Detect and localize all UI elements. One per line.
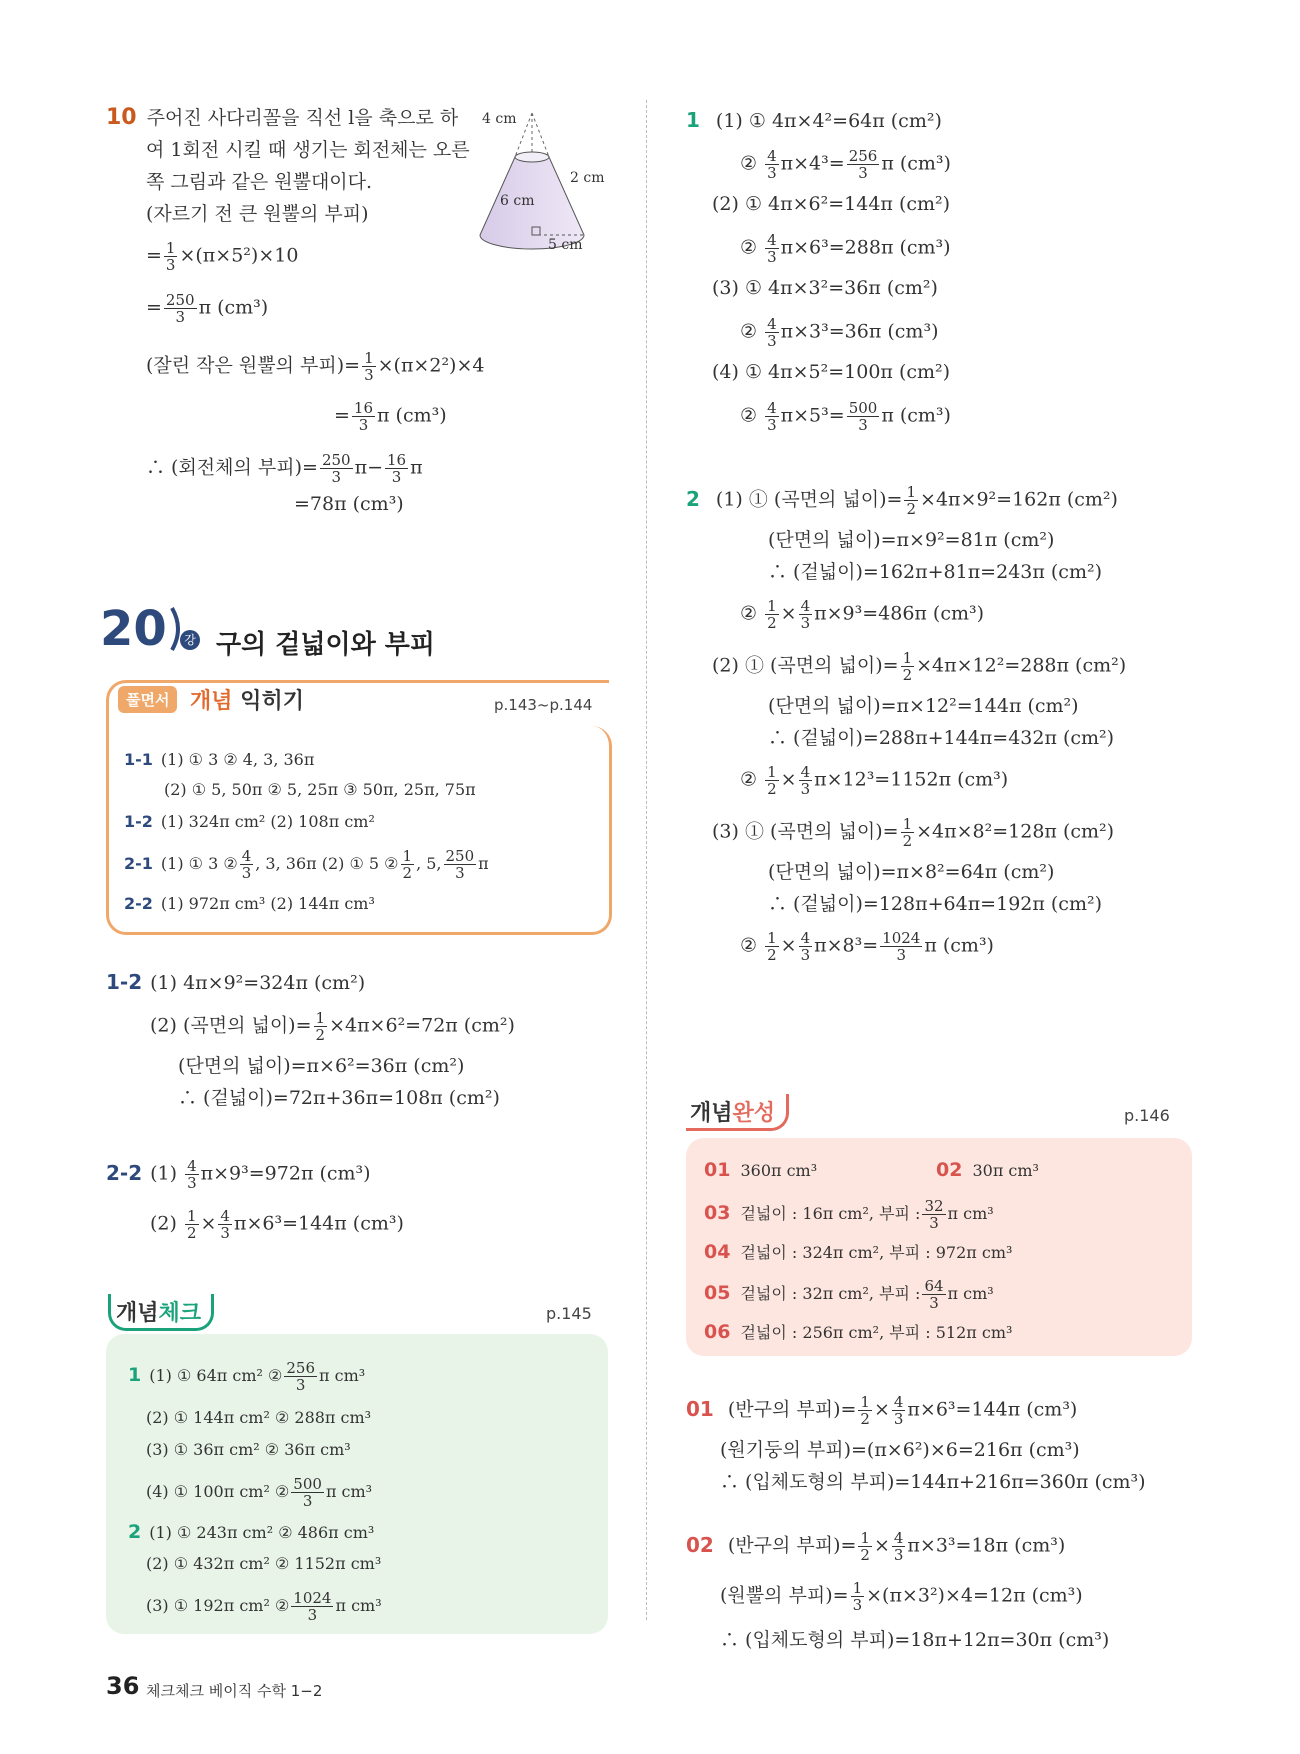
s12-line2: (2) (곡면의 넓이)= $\frac{1}{2}$ ×4π×6²=72π (cm²) (150, 1009, 515, 1044)
r1-c1: (3) ① 4π×3²=36π (cm²) (712, 277, 938, 299)
box1-row4: 2-2 (1) 972π cm³ (2) 144π cm³ (124, 894, 375, 913)
r2-a1: 2 (1) ① (곡면의 넓이)= $\frac{1}{2}$ ×4π×9²=162π (cm²) (686, 483, 1118, 518)
r1-a1: 1 (1) ① 4π×4²=64π (cm²) (686, 108, 942, 132)
r2-b4: ② $\frac{1}{2}$ × $\frac{4}{3}$ π×12³=1152π (cm³) (740, 763, 1009, 798)
fig-label-top: 4 cm (482, 111, 517, 127)
check-row3: (3) ① 36π cm² ② 36π cm³ (146, 1440, 351, 1459)
p10-line2: 여 1회전 시킬 때 생기는 회전체는 오른 (146, 139, 470, 161)
check-title: 개념체크 (116, 1301, 202, 1326)
check-row4: (4) ① 100π cm² ② $\frac{500}{3}$ π cm³ (146, 1475, 373, 1510)
box1-row2: 1-2 (1) 324π cm² (2) 108π cm² (124, 812, 375, 831)
box1-row1b: (2) ① 5, 50π ② 5, 25π ③ 50π, 25π, 75π (164, 780, 476, 799)
s22-line1: 2-2 (1) $\frac{4}{3}$ π×9³=972π (cm³) (106, 1157, 371, 1192)
section-number: 20 (100, 601, 167, 657)
fig-label-bottom: 5 cm (548, 237, 583, 253)
fig-label-left: 6 cm (500, 193, 535, 209)
p10-formula5: ∴ (회전체의 부피)= $\frac{250}{3}$ π− $\frac{16}{3}$ π (146, 451, 423, 486)
complete-item3: 03 겉넓이 : 16π cm², 부피 : $\frac{32}{3}$ π cm³ (704, 1197, 994, 1232)
book-title: 체크체크 베이직 수학 1−2 (146, 1682, 323, 1700)
p10-line3: 쪽 그림과 같은 원뿔대이다. (146, 171, 373, 193)
subheader-title: 개념 익히기 (190, 689, 304, 714)
complete-item5: 05 겉넓이 : 32π cm², 부피 : $\frac{64}{3}$ π cm³ (704, 1277, 994, 1312)
sol02-line3: ∴ (입체도형의 부피)=18π+12π=30π (cm³) (720, 1629, 1110, 1651)
p10-formula3: (잘린 작은 원뿔의 부피)= $\frac{1}{3}$ ×(π×2²)×4 (146, 349, 485, 384)
r2-b3: ∴ (겉넓이)=288π+144π=432π (cm²) (768, 727, 1115, 749)
p10-line1: 10 주어진 사다리꼴을 직선 l을 축으로 하 (106, 105, 459, 130)
complete-title: 개념완성 (690, 1101, 776, 1126)
sol02-line2: (원뿔의 부피)= $\frac{1}{3}$ ×(π×3²)×4=12π (cm³) (720, 1579, 1083, 1614)
column-divider (646, 100, 647, 1620)
r2-a3: ∴ (겉넓이)=162π+81π=243π (cm²) (768, 561, 1102, 583)
check-row1: 1 (1) ① 64π cm² ② $\frac{256}{3}$ π cm³ (128, 1359, 366, 1394)
r2-a2: (단면의 넓이)=π×9²=81π (cm²) (768, 529, 1055, 551)
p10-formula4: = $\frac{16}{3}$ π (cm³) (334, 399, 447, 434)
check-row5: 2 (1) ① 243π cm² ② 486π cm³ (128, 1521, 375, 1543)
complete-page-ref: p.146 (1124, 1106, 1170, 1125)
r2-c2: (단면의 넓이)=π×8²=64π (cm²) (768, 861, 1055, 883)
r1-b2: ② $\frac{4}{3}$ π×6³=288π (cm³) (740, 231, 951, 266)
r2-b2: (단면의 넓이)=π×12²=144π (cm²) (768, 695, 1079, 717)
s22-line2: (2) $\frac{1}{2}$ × $\frac{4}{3}$ π×6³=144π (cm³) (150, 1207, 404, 1242)
r1-d1: (4) ① 4π×5²=100π (cm²) (712, 361, 951, 383)
r2-b1: (2) ① (곡면의 넓이)= $\frac{1}{2}$ ×4π×12²=288π (cm²) (712, 649, 1127, 684)
fig-label-right: 2 cm (570, 170, 605, 186)
sol01-line3: ∴ (입체도형의 부피)=144π+216π=360π (cm³) (720, 1471, 1146, 1493)
r2-c4: ② $\frac{1}{2}$ × $\frac{4}{3}$ π×8³= $\frac{1024}{3}$ π (cm³) (740, 929, 994, 964)
s12-line1: 1-2 (1) 4π×9²=324π (cm²) (106, 970, 366, 994)
r1-c2: ② $\frac{4}{3}$ π×3³=36π (cm³) (740, 315, 939, 350)
box1-row1: 1-1 (1) ① 3 ② 4, 3, 36π (124, 750, 315, 769)
sol01-line2: (원기둥의 부피)=(π×6²)×6=216π (cm³) (720, 1439, 1080, 1461)
r2-c1: (3) ① (곡면의 넓이)= $\frac{1}{2}$ ×4π×8²=128π (cm²) (712, 815, 1115, 850)
check-page-ref: p.145 (546, 1304, 592, 1323)
page-number: 36 (106, 1672, 140, 1700)
complete-item4: 04 겉넓이 : 324π cm², 부피 : 972π cm³ (704, 1241, 1013, 1263)
r2-c3: ∴ (겉넓이)=128π+64π=192π (cm²) (768, 893, 1102, 915)
s12-line4: ∴ (겉넓이)=72π+36π=108π (cm²) (178, 1087, 500, 1109)
r1-d2: ② $\frac{4}{3}$ π×5³= $\frac{500}{3}$ π (cm³) (740, 399, 951, 434)
section-title: 구의 겉넓이와 부피 (216, 630, 436, 660)
complete-item6: 06 겉넓이 : 256π cm², 부피 : 512π cm³ (704, 1321, 1013, 1343)
r2-a4: ② $\frac{1}{2}$ × $\frac{4}{3}$ π×9³=486π (cm³) (740, 597, 985, 632)
p10-formula2: = $\frac{250}{3}$ π (cm³) (146, 291, 269, 326)
p10-formula6: =78π (cm³) (294, 493, 404, 515)
box1-row3: 2-1 (1) ① 3 ② $\frac{4}{3}$ , 3, 36π (2) ① 5 ② $\frac{1}{2}$ , 5, $\frac{250}{3}$ π (124, 847, 489, 882)
complete-item2: 02 30π cm³ (936, 1159, 1039, 1181)
section-badge: 강 (180, 630, 200, 650)
s12-line3: (단면의 넓이)=π×6²=36π (cm²) (178, 1055, 465, 1077)
r1-b1: (2) ① 4π×6²=144π (cm²) (712, 193, 951, 215)
sol02-line1: 02 (반구의 부피)= $\frac{1}{2}$ × $\frac{4}{3}$ π×3³=18π (cm³) (686, 1529, 1066, 1564)
complete-item1: 01 360π cm³ (704, 1159, 818, 1181)
subheader-badge: 풀면서 (118, 686, 177, 713)
check-row6: (2) ① 432π cm² ② 1152π cm³ (146, 1554, 382, 1573)
p10-formula1: = $\frac{1}{3}$ ×(π×5²)×10 (146, 239, 299, 274)
subheader-page-ref: p.143~p.144 (494, 696, 593, 714)
frustum-figure (470, 105, 610, 265)
p10-line4: (자르기 전 큰 원뿔의 부피) (146, 203, 369, 225)
r1-a2: ② $\frac{4}{3}$ π×4³= $\frac{256}{3}$ π (cm³) (740, 147, 951, 182)
check-row2: (2) ① 144π cm² ② 288π cm³ (146, 1408, 372, 1427)
sol01-line1: 01 (반구의 부피)= $\frac{1}{2}$ × $\frac{4}{3}$ π×6³=144π (cm³) (686, 1393, 1078, 1428)
check-row7: (3) ① 192π cm² ② $\frac{1024}{3}$ π cm³ (146, 1589, 382, 1624)
